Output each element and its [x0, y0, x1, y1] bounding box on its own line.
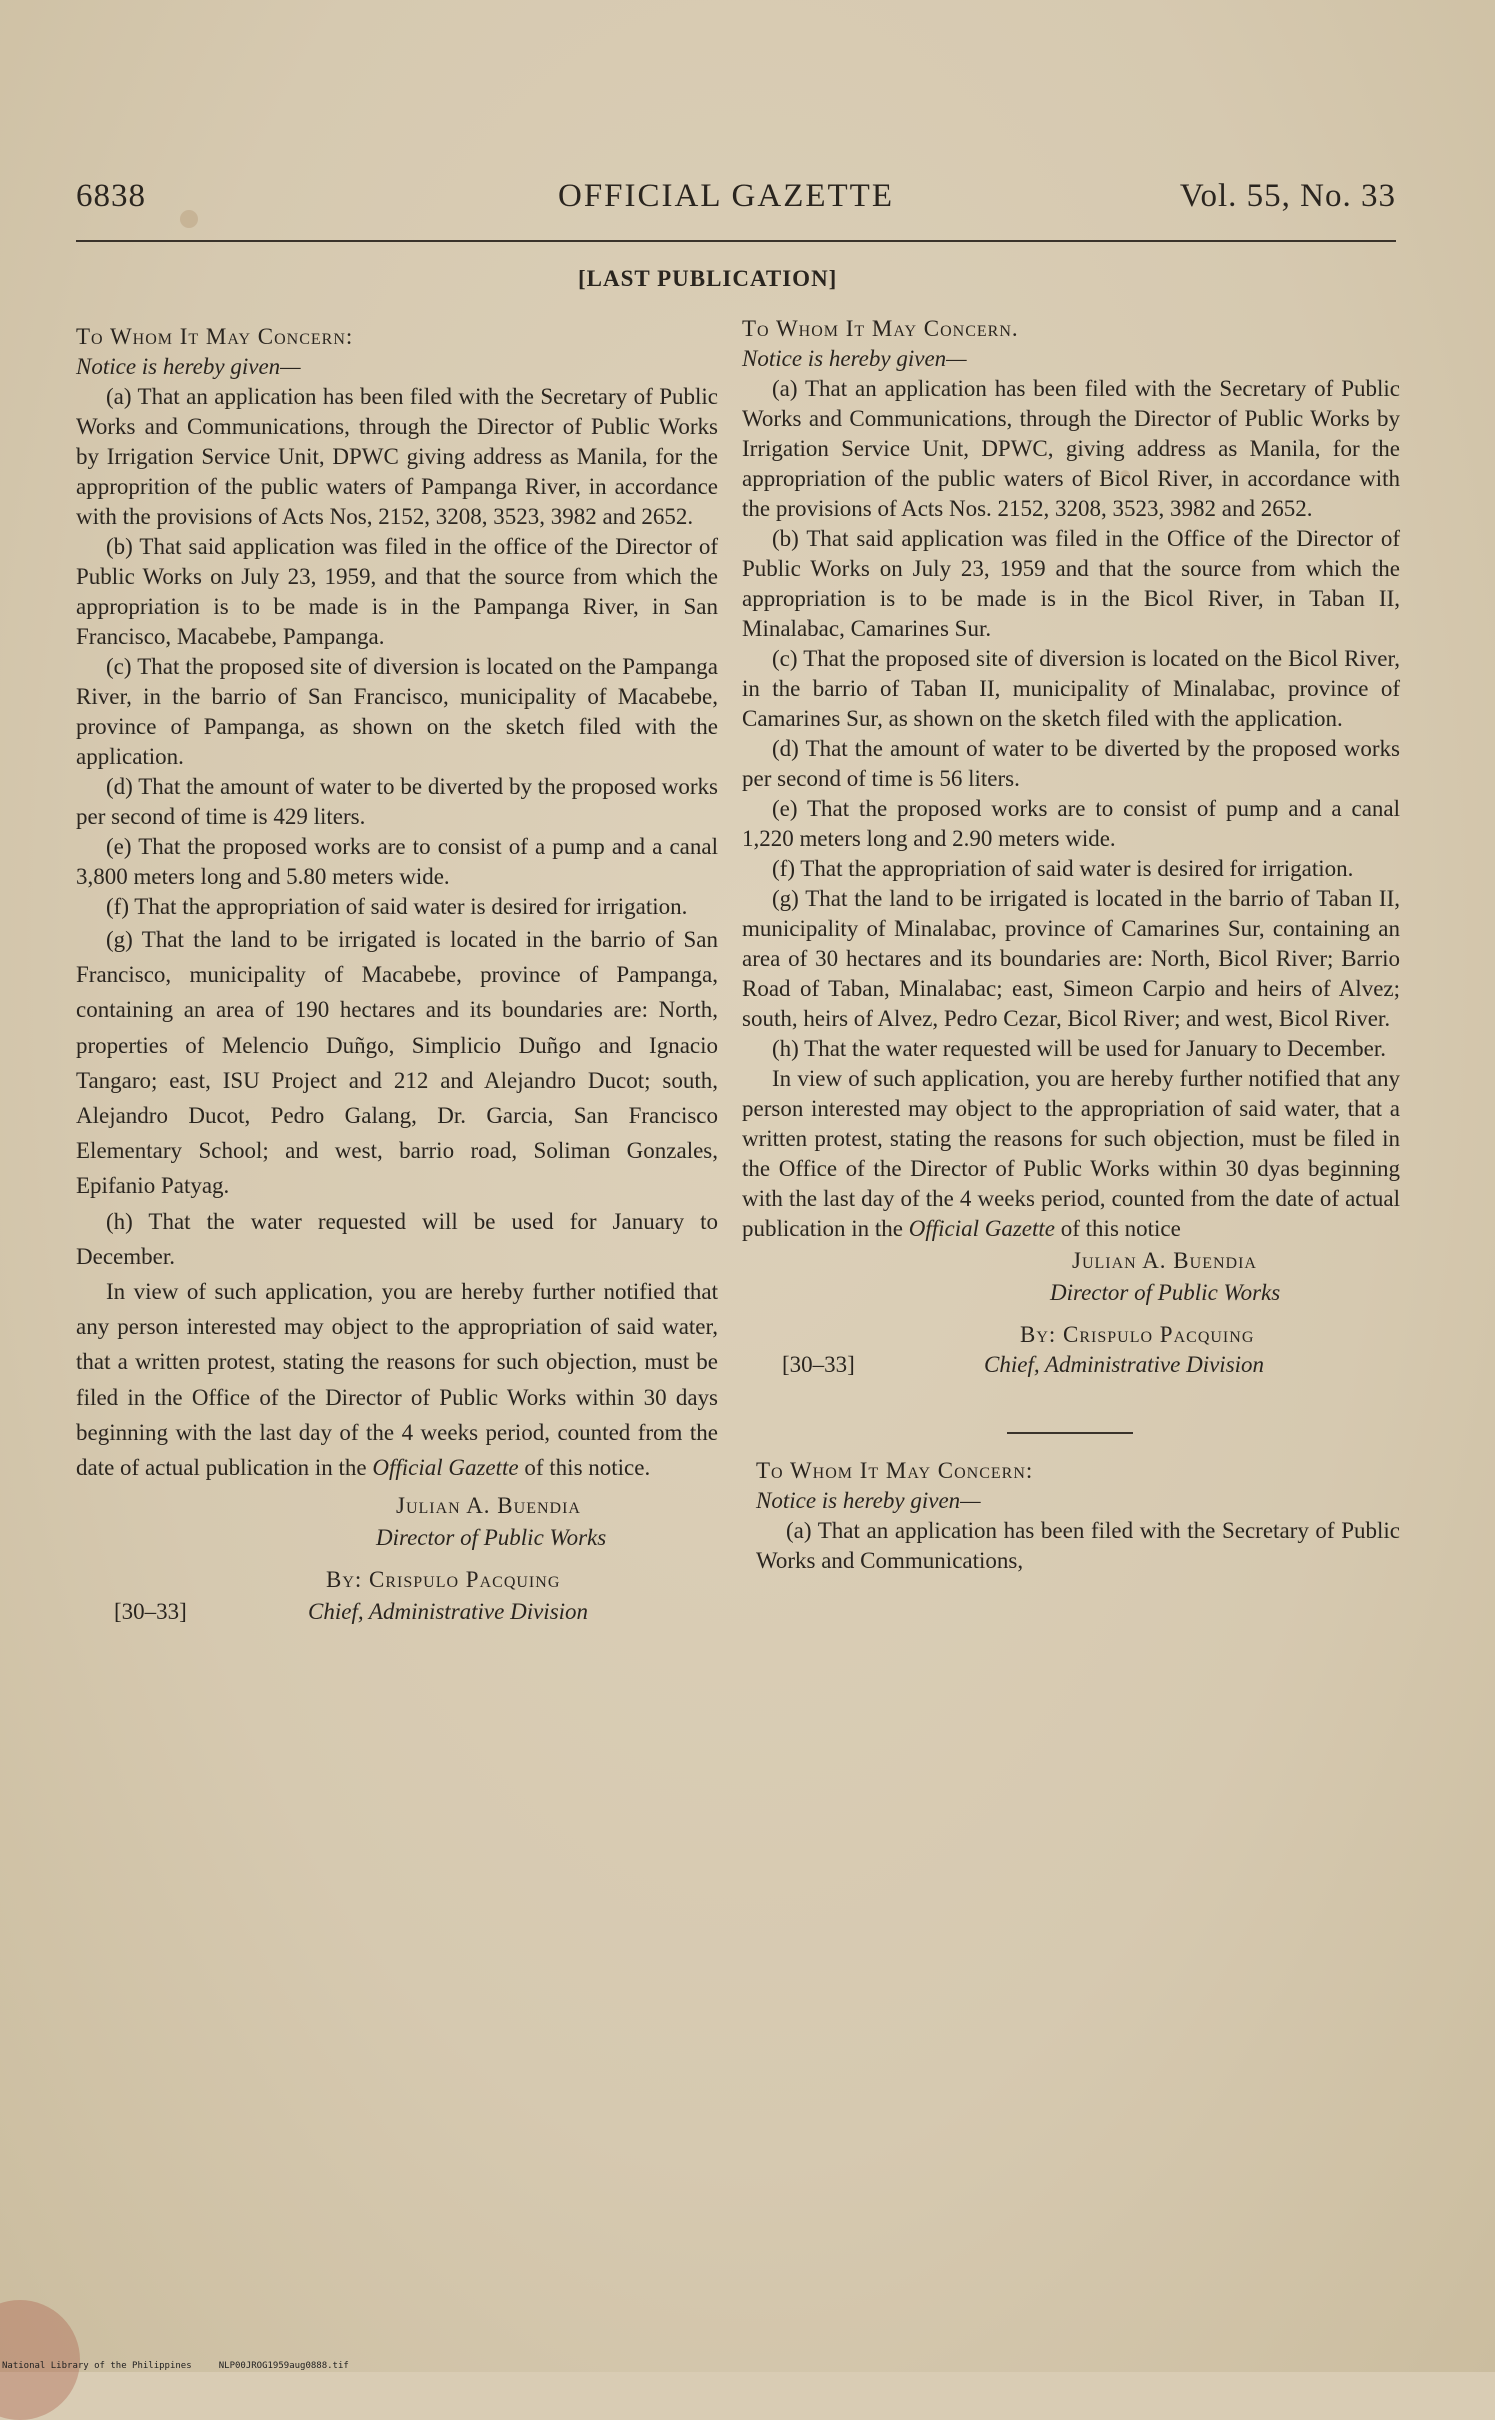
chief-title: Chief, Administrative Division	[984, 1352, 1265, 1377]
library-credit: National Library of the Philippines	[2, 2361, 192, 2371]
signer-name: Julian A. Buendia	[1072, 1248, 1257, 1273]
closing-text: In view of such application, you are hereby further notified that any person interested may object to the appropriation of said water, that a written protest, stating the reasons for such objection, must be filed in the Office of the Director of Public Works within 30 dyas beginning with the last day of the 4 weeks period, counted from the date of actual publication in the	[742, 1066, 1400, 1241]
file-name: NLP00JROG1959aug0888.tif	[218, 2361, 349, 2371]
page-number: 6838	[76, 178, 146, 214]
right-column	[742, 314, 1400, 1576]
next-clause-a: (a) That an application has been filed with the Secretary of Public Works and Communications,	[756, 1518, 1400, 1573]
paper-stain	[0, 2300, 80, 2420]
signer-title: Director of Public Works	[376, 1525, 607, 1551]
clause-h: (h) That the water requested will be used for January to December.	[76, 1208, 718, 1269]
signer-name: Julian A. Buendia	[396, 1493, 581, 1519]
scan-footer	[2, 2361, 349, 2371]
clause-d: (d) That the amount of water to be diverted by the proposed works per second of time is 56 liters.	[742, 736, 1400, 791]
issue-code: [30–33]	[114, 1599, 187, 1625]
salutation: To Whom It May Concern:	[76, 324, 354, 349]
next-notice-intro: Notice is hereby given—	[756, 1488, 981, 1513]
clause-f: (f) That the appropriation of said water is desired for irrigation.	[772, 856, 1354, 881]
closing-paragraph	[742, 1064, 1400, 1244]
clause-b: (b) That said application was filed in the Office of the Director of Public Works on July 23, 1959 and that the source from which the appropriation is to be made is in the Bicol River, in Taban II, Minalabac, Camarines Sur.	[742, 526, 1400, 641]
clause-d: (d) That the amount of water to be diverted by the proposed works per second of time is 429 liters.	[76, 774, 718, 829]
chief-title: Chief, Administrative Division	[308, 1599, 589, 1625]
clause-g: (g) That the land to be irrigated is located in the barrio of Taban II, municipality of Minalabac, province of Camarines Sur, containing an area of 30 hectares and its boundaries are: North, Bicol River; Barrio Road of Taban, Minalabac; east, Simeon Carpio and heirs of Alvez; south, heirs of Alvez, Pedro Cezar, Bicol River; and west, Bicol River.	[742, 886, 1400, 1031]
signer-title: Director of Public Works	[1050, 1280, 1281, 1305]
signature-block	[76, 1485, 718, 1653]
notice-intro: Notice is hereby given—	[76, 354, 301, 379]
salutation: To Whom It May Concern.	[742, 316, 1019, 341]
gazette-name: Official Gazette	[372, 1455, 519, 1481]
by-line: By: Crispulo Pacquing	[326, 1567, 561, 1593]
notice-divider	[1007, 1432, 1133, 1434]
by-line: By: Crispulo Pacquing	[1020, 1322, 1255, 1347]
closing-end: of this notice	[1055, 1216, 1181, 1241]
page-header	[76, 178, 1396, 226]
next-salutation: To Whom It May Concern:	[756, 1458, 1034, 1483]
closing-text: In view of such application, you are hereby further notified that any person interested may object to the appropriation of said water, that a written protest, stating the reasons for such objection, must be filed in the Office of the Director of Public Works within 30 days beginning with the last day of the 4 weeks period, counted from the date of actual publication in the	[76, 1279, 718, 1481]
notice-intro: Notice is hereby given—	[742, 346, 967, 371]
issue-code: [30–33]	[782, 1352, 855, 1377]
volume-number: Vol. 55, No. 33	[1179, 178, 1396, 214]
clause-a: (a) That an application has been filed with the Secretary of Public Works and Communications, through the Director of Public Works by Irrigation Service Unit, DPWC, giving address as Manila, for the appropriation of the public waters of Bicol River, in accordance with the provisions of Acts Nos. 2152, 3208, 3523, 3982 and 2652.	[742, 376, 1400, 521]
signature-block	[742, 1244, 1400, 1412]
closing-end: of this notice.	[518, 1455, 651, 1481]
publication-title: OFFICIAL GAZETTE	[558, 178, 894, 214]
gazette-name: Official Gazette	[908, 1216, 1055, 1241]
clause-c: (c) That the proposed site of diversion is located on the Bicol River, in the barrio of Taban II, municipality of Minalabac, province of Camarines Sur, as shown on the sketch filed with the application.	[742, 646, 1400, 731]
closing-paragraph	[76, 1274, 718, 1485]
clause-a: (a) That an application has been filed with the Secretary of Public Works and Communications, through the Director of Public Works by Irrigation Service Unit, DPWC giving address as Manila, for the approprition of the public waters of Pampanga River, in accordance with the provisions of Acts Nos, 2152, 3208, 3523, 3982 and 2652.	[76, 384, 718, 529]
left-column	[76, 322, 718, 1653]
publication-tag: [LAST PUBLICATION]	[578, 266, 838, 291]
clause-c: (c) That the proposed site of diversion is located on the Pampanga River, in the barrio of San Francisco, municipality of Macabebe, province of Pampanga, as shown on the sketch filed with the application.	[76, 654, 718, 769]
clause-e: (e) That the proposed works are to consist of pump and a canal 1,220 meters long and 2.90 meters wide.	[742, 796, 1400, 851]
header-rule	[76, 240, 1396, 242]
clause-e: (e) That the proposed works are to consist of a pump and a canal 3,800 meters long and 5.80 meters wide.	[76, 834, 718, 889]
clause-b: (b) That said application was filed in the office of the Director of Public Works on July 23, 1959, and that the source from which the appropriation is to be made is in the Pampanga River, in San Francisco, Macabebe, Pampanga.	[76, 534, 718, 649]
clause-f: (f) That the appropriation of said water is desired for irrigation.	[106, 894, 688, 919]
clause-h: (h) That the water requested will be used for January to December.	[772, 1036, 1386, 1061]
clause-g: (g) That the land to be irrigated is located in the barrio of San Francisco, municipality of Macabebe, province of Pampanga, containing an area of 190 hectares and its boundaries are: North, properties of Melencio Duñgo, Simplicio Duñgo and Ignacio Tangaro; east, ISU Project and 212 and Alejandro Ducot; south, Alejandro Ducot, Pedro Galang, Dr. Garcia, San Francisco Elementary School; and west, barrio road, Soliman Gonzales, Epifanio Patyag.	[76, 927, 718, 1199]
